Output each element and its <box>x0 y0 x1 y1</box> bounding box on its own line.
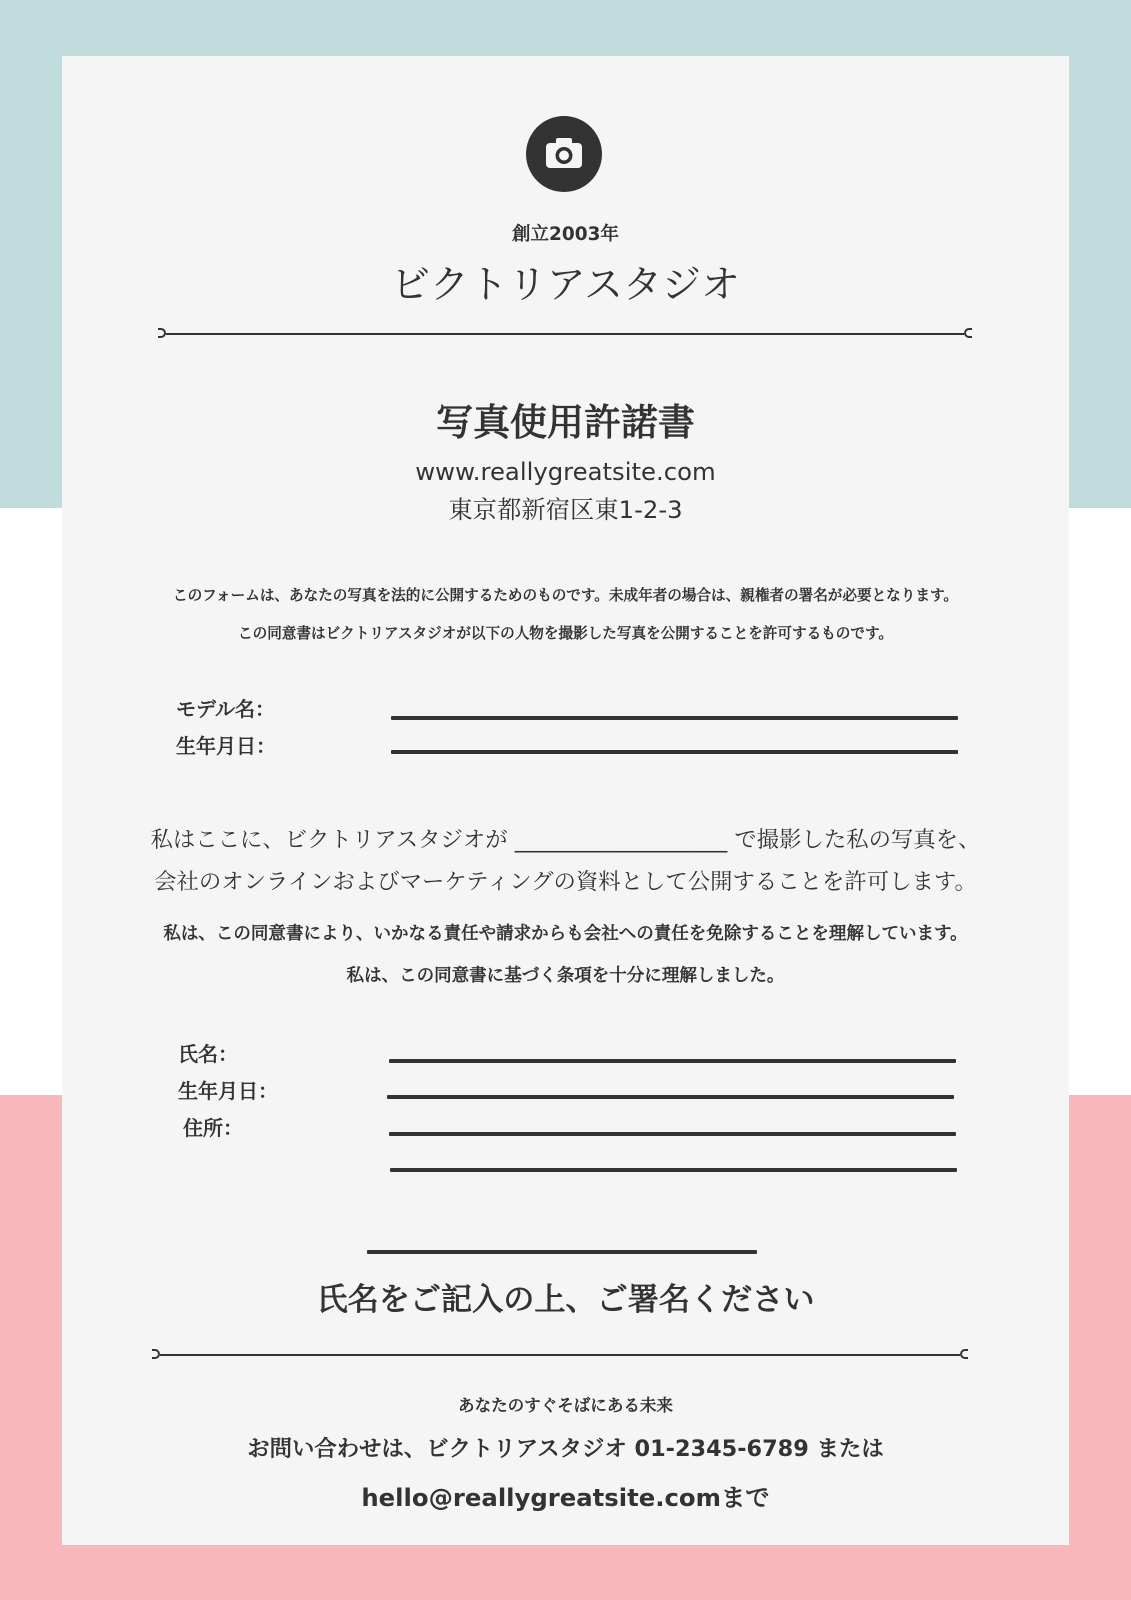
contact-email-line[interactable]: hello@reallygreatsite.comまで <box>361 1483 770 1512</box>
model-birthdate-field-line[interactable] <box>391 750 958 754</box>
signer-address-field-line-1[interactable] <box>389 1132 956 1136</box>
signer-birthdate-label: 生年月日： <box>178 1079 278 1103</box>
signer-name-field-line[interactable] <box>389 1059 956 1063</box>
signer-name-label: 氏名： <box>178 1042 238 1066</box>
top-ornamental-divider <box>158 328 972 340</box>
signer-birthdate-field-line[interactable] <box>387 1095 954 1099</box>
studio-name: ビクトリアスタジオ <box>391 263 740 308</box>
camera-icon-glyph <box>526 116 602 192</box>
consent-text-line-1: 私はここに、ビクトリアスタジオが ___________________ で撮影した私の写真を、 <box>150 827 981 853</box>
website-url: www.reallygreatsite.com <box>415 457 716 486</box>
release-text-line-1: 私は、この同意書により、いかなる責任や請求からも会社への責任を免除することを理解しています。 <box>163 924 968 944</box>
contact-line-1: お問い合わせは、ビクトリアスタジオ 01-2345-6789 または <box>247 1436 884 1462</box>
release-text-line-2: 私は、この同意書に基づく条項を十分に理解しました。 <box>346 966 785 986</box>
release-form-card <box>62 56 1069 1545</box>
document-title: 写真使用許諾書 <box>436 401 695 444</box>
founded-year: 創立2003年 <box>512 224 619 245</box>
intro-text-line-1: このフォームは、あなたの写真を法的に公開するためのものです。未成年者の場合は、親権者の署名が必要となります。 <box>172 587 958 604</box>
intro-text-line-2: この同意書はビクトリアスタジオが以下の人物を撮影した写真を公開することを許可するものです。 <box>238 625 893 642</box>
footer-tagline: あなたのすぐそばにある未来 <box>458 1396 673 1415</box>
signature-field-line[interactable] <box>367 1250 757 1254</box>
signer-address-label: 住所： <box>183 1116 243 1140</box>
bottom-ornamental-divider <box>152 1349 968 1361</box>
signature-instruction: 氏名をご記入の上、ご署名ください <box>316 1282 815 1318</box>
consent-text-line-2: 会社のオンラインおよびマーケティングの資料として公開することを許可します。 <box>154 869 977 895</box>
model-name-label: モデル名： <box>176 697 275 721</box>
camera-icon <box>526 116 602 192</box>
studio-address: 東京都新宿区東1-2-3 <box>448 495 683 524</box>
model-name-field-line[interactable] <box>391 716 958 720</box>
signer-address-field-line-2[interactable] <box>390 1168 957 1172</box>
model-birthdate-label: 生年月日： <box>176 734 276 758</box>
